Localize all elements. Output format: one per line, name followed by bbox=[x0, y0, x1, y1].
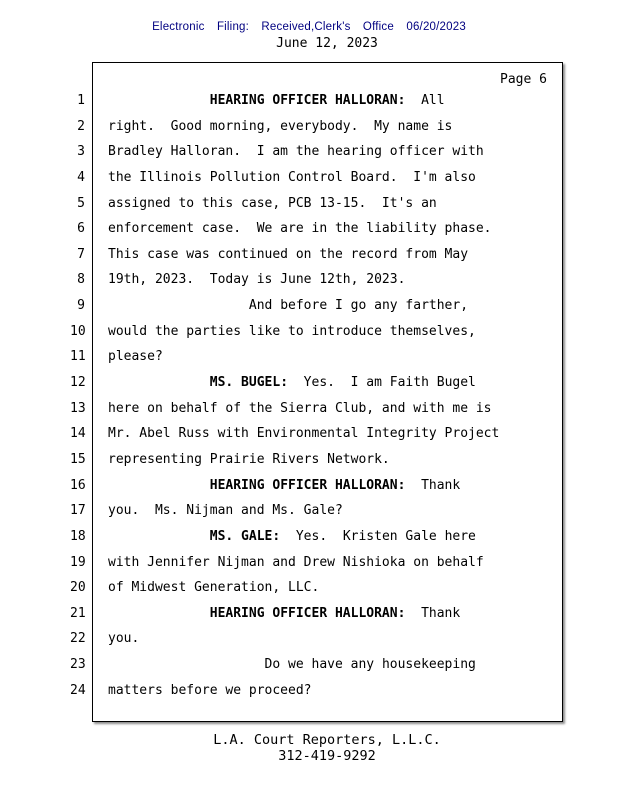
line-number: 11 bbox=[70, 349, 86, 365]
line-number: 12 bbox=[70, 375, 86, 391]
line-number: 2 bbox=[77, 118, 85, 134]
line-number: 14 bbox=[70, 426, 86, 442]
speaker-name: HEARING OFFICER HALLORAN: bbox=[209, 605, 406, 621]
transcript-line bbox=[70, 580, 570, 606]
speaker-name: MS. BUGEL: bbox=[209, 375, 289, 391]
transcript-line bbox=[70, 683, 570, 709]
line-text: This case was continued on the record from May bbox=[108, 246, 469, 262]
transcript-line bbox=[70, 452, 570, 478]
line-number: 13 bbox=[70, 400, 86, 416]
line-text: you. Ms. Nijman and Ms. Gale? bbox=[108, 503, 343, 519]
transcript-line bbox=[70, 349, 570, 375]
line-text: the Illinois Pollution Control Board. I'm also bbox=[108, 169, 476, 185]
reporter-footer bbox=[92, 733, 562, 764]
transcript-line bbox=[70, 144, 570, 170]
transcript-line bbox=[70, 426, 570, 452]
transcript-line bbox=[70, 606, 570, 632]
line-text: 19th, 2023. Today is June 12th, 2023. bbox=[108, 272, 406, 288]
line-text: HEARING OFFICER HALLORAN: Thank bbox=[209, 605, 461, 621]
line-text: matters before we proceed? bbox=[108, 682, 312, 698]
transcript-line bbox=[70, 529, 570, 555]
header-date: June 12, 2023 bbox=[276, 36, 378, 51]
transcript-line bbox=[70, 93, 570, 119]
reporter-company: L.A. Court Reporters, L.L.C. bbox=[213, 732, 441, 748]
transcript-line bbox=[70, 631, 570, 657]
transcript-line bbox=[70, 247, 570, 273]
line-number: 1 bbox=[77, 93, 85, 108]
line-number: 21 bbox=[70, 605, 86, 621]
transcript-line bbox=[70, 657, 570, 683]
line-number: 22 bbox=[70, 631, 86, 647]
efiling-stamp: Electronic Filing: Received,Clerk's Office 06/20/2023 bbox=[152, 21, 466, 33]
line-number: 4 bbox=[77, 169, 85, 185]
transcript-line bbox=[70, 324, 570, 350]
transcript-line bbox=[70, 170, 570, 196]
line-number: 10 bbox=[70, 323, 86, 339]
line-text: you. bbox=[108, 631, 140, 647]
line-number: 18 bbox=[70, 528, 86, 544]
line-text: MS. GALE: Yes. Kristen Gale here bbox=[209, 528, 476, 544]
line-text: would the parties like to introduce themselves, bbox=[108, 323, 476, 339]
line-number: 17 bbox=[70, 503, 86, 519]
transcript-line bbox=[70, 375, 570, 401]
page-number: Page 6 bbox=[500, 72, 547, 87]
line-text: Bradley Halloran. I am the hearing officer with bbox=[108, 144, 484, 160]
reporter-phone: 312-419-9292 bbox=[278, 747, 376, 764]
line-number: 6 bbox=[77, 221, 85, 237]
line-number: 19 bbox=[70, 554, 86, 570]
transcript-line bbox=[70, 298, 570, 324]
line-text: of Midwest Generation, LLC. bbox=[108, 580, 320, 596]
line-number: 9 bbox=[77, 298, 85, 314]
line-text: please? bbox=[108, 349, 163, 365]
line-number: 24 bbox=[70, 682, 86, 698]
line-text: HEARING OFFICER HALLORAN: Thank bbox=[209, 477, 461, 493]
line-number: 7 bbox=[77, 246, 85, 262]
line-number: 16 bbox=[70, 477, 86, 493]
line-number: 5 bbox=[77, 195, 85, 211]
transcript-line bbox=[70, 503, 570, 529]
line-text: enforcement case. We are in the liability phase. bbox=[108, 221, 492, 237]
transcript-line bbox=[70, 478, 570, 504]
line-number: 20 bbox=[70, 580, 86, 596]
line-text: HEARING OFFICER HALLORAN: All bbox=[209, 93, 445, 108]
line-number: 8 bbox=[77, 272, 85, 288]
line-text: Do we have any housekeeping bbox=[264, 657, 476, 673]
line-text: Mr. Abel Russ with Environmental Integrity Project bbox=[108, 426, 500, 442]
transcript-line bbox=[70, 272, 570, 298]
speaker-name: MS. GALE: bbox=[209, 528, 281, 544]
line-text: representing Prairie Rivers Network. bbox=[108, 451, 390, 467]
transcript-line bbox=[70, 401, 570, 427]
transcript-line bbox=[70, 221, 570, 247]
line-number: 15 bbox=[70, 451, 86, 467]
transcript-lines bbox=[70, 93, 570, 708]
transcript-line bbox=[70, 119, 570, 145]
speaker-name: HEARING OFFICER HALLORAN: bbox=[209, 93, 406, 108]
line-text: MS. BUGEL: Yes. I am Faith Bugel bbox=[209, 375, 476, 391]
transcript-line bbox=[70, 196, 570, 222]
line-number: 23 bbox=[70, 657, 86, 673]
transcript-line bbox=[70, 555, 570, 581]
line-number: 3 bbox=[77, 144, 85, 160]
line-text: here on behalf of the Sierra Club, and with me is bbox=[108, 400, 492, 416]
line-text: And before I go any farther, bbox=[248, 298, 469, 314]
speaker-name: HEARING OFFICER HALLORAN: bbox=[209, 477, 406, 493]
line-text: right. Good morning, everybody. My name is bbox=[108, 118, 453, 134]
line-text: with Jennifer Nijman and Drew Nishioka on behalf bbox=[108, 554, 484, 570]
line-text: assigned to this case, PCB 13-15. It's an bbox=[108, 195, 437, 211]
